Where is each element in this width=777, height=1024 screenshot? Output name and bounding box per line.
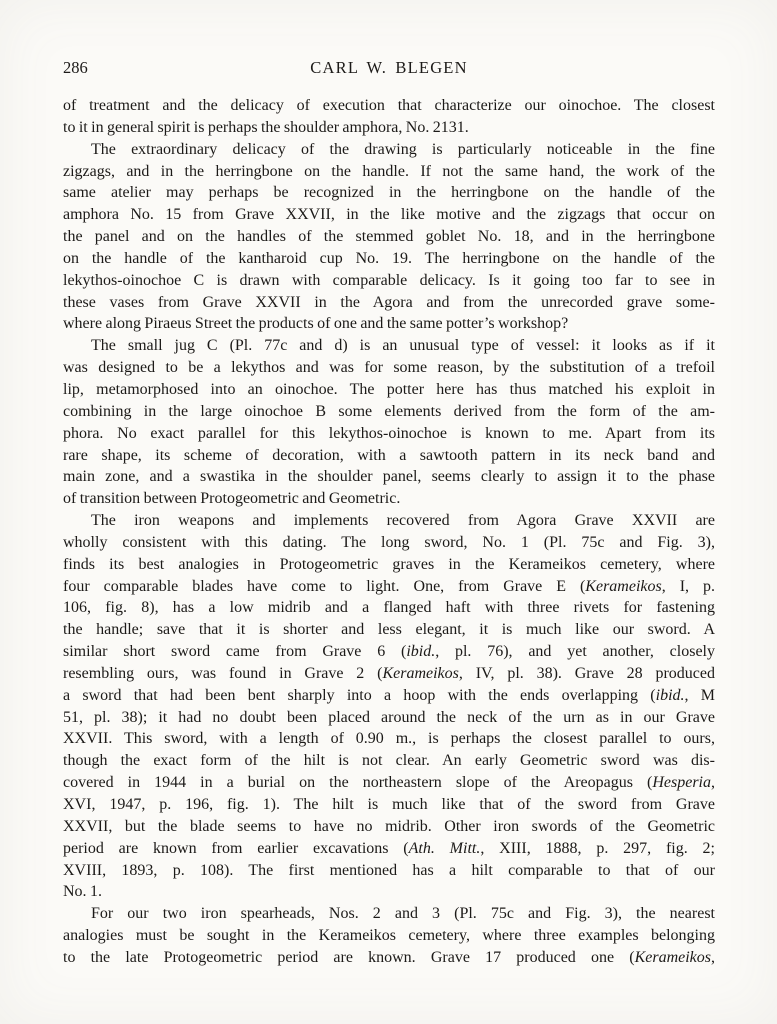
text-block bbox=[63, 95, 715, 969]
text-line: The extraordinary delicacy of the drawing is particularly noticeable in the fine bbox=[91, 140, 715, 158]
text-line: For our two iron spearheads, Nos. 2 and 3 (Pl. 75c and Fig. 3), the nearest bbox=[91, 905, 715, 923]
paragraph bbox=[63, 335, 715, 510]
text-line: a sword that had been bent sharply into a hoop with the ends overlapping (ibid., M bbox=[63, 686, 715, 704]
text-line: combining in the large oinochoe B some elements derived from the form of the am- bbox=[63, 402, 715, 420]
paragraph bbox=[63, 95, 715, 139]
text-line: to it in general spirit is perhaps the shoulder amphora, No. 2131. bbox=[63, 118, 469, 136]
text-line: of transition between Protogeometric and Geometric. bbox=[63, 490, 401, 508]
text-line: same atelier may perhaps be recognized in the herringbone on the handle of the bbox=[63, 184, 715, 202]
page-number: 286 bbox=[63, 58, 88, 77]
text-line: XVIII, 1893, p. 108). The first mentioned has a hilt comparable to that of our bbox=[63, 861, 715, 879]
text-line: resembling ours, was found in Grave 2 (Kerameikos, IV, pl. 38). Grave 28 produced bbox=[63, 664, 715, 682]
text-line: the panel and on the handles of the stemmed goblet No. 18, and in the herringbone bbox=[63, 228, 715, 246]
running-head: CARL W. BLEGEN bbox=[310, 58, 468, 77]
text-line: XVI, 1947, p. 196, fig. 1). The hilt is much like that of the sword from Grave bbox=[63, 796, 715, 813]
text-line: covered in 1944 in a burial on the northeastern slope of the Areopagus (Hesperia, bbox=[63, 774, 715, 792]
text-line: wholly consistent with this dating. The long sword, No. 1 (Pl. 75c and Fig. 3), bbox=[63, 533, 715, 551]
text-line: main zone, and a swastika in the shoulder panel, seems clearly to assign it to the phase bbox=[63, 468, 715, 486]
text-line: 51, pl. 38); it had no doubt been placed around the neck of the urn as in our Grave bbox=[63, 708, 715, 726]
text-line: was designed to be a lekythos and was for some reason, by the substitution of a trefoil bbox=[63, 359, 715, 377]
text-line: zigzags, and in the herringbone on the handle. If not the same hand, the work of the bbox=[63, 162, 715, 180]
text-line: though the exact form of the hilt is not clear. An early Geometric sword was dis- bbox=[63, 752, 715, 770]
text-line: The iron weapons and implements recovered from Agora Grave XXVII are bbox=[91, 512, 715, 530]
text-line: 106, fig. 8), has a low midrib and a flanged haft with three rivets for fastening bbox=[63, 599, 715, 617]
text-line: of treatment and the delicacy of execution that characterize our oinochoe. The closest bbox=[63, 97, 715, 114]
text-line: these vases from Grave XXVII in the Agora and from the unrecorded grave some- bbox=[63, 293, 715, 311]
text-line: phora. No exact parallel for this lekythos-oinochoe is known to me. Apart from its bbox=[63, 424, 715, 442]
paragraph bbox=[63, 903, 715, 969]
text-line: The small jug C (Pl. 77c and d) is an unusual type of vessel: it looks as if it bbox=[91, 337, 715, 355]
text-line: lip, metamorphosed into an oinochoe. The potter here has thus matched his exploit in bbox=[63, 380, 715, 398]
text-line: on the handle of the kantharoid cup No. 19. The herringbone on the handle of the bbox=[63, 249, 715, 267]
text-line: period are known from earlier excavations (Ath. Mitt., XIII, 1888, p. 297, fig. 2; bbox=[63, 839, 715, 857]
paragraph bbox=[63, 139, 715, 336]
text-line: to the late Protogeometric period are known. Grave 17 produced one (Kerameikos, bbox=[63, 948, 715, 966]
text-line: analogies must be sought in the Kerameikos cemetery, where three examples belonging bbox=[63, 927, 715, 945]
paragraph bbox=[63, 510, 715, 903]
text-line: rare shape, its scheme of decoration, with a sawtooth pattern in its neck band and bbox=[63, 446, 715, 464]
text-line: XXVII, but the blade seems to have no midrib. Other iron swords of the Geometric bbox=[63, 817, 715, 835]
text-line: similar short sword came from Grave 6 (ibid., pl. 76), and yet another, closely bbox=[63, 643, 715, 661]
page-header bbox=[63, 58, 715, 78]
text-line: the handle; save that it is shorter and less elegant, it is much like our sword. A bbox=[63, 621, 715, 639]
text-line: lekythos-oinochoe C is drawn with comparable delicacy. Is it going too far to see in bbox=[63, 271, 715, 289]
text-line: four comparable blades have come to light. One, from Grave E (Kerameikos, I, p. bbox=[63, 577, 715, 595]
text-line: No. 1. bbox=[63, 883, 102, 901]
text-line: XXVII. This sword, with a length of 0.90 m., is perhaps the closest parallel to ours, bbox=[63, 730, 715, 748]
text-line: finds its best analogies in Protogeometric graves in the Kerameikos cemetery, where bbox=[63, 555, 715, 573]
text-line: where along Piraeus Street the products of one and the same potter’s workshop? bbox=[63, 315, 569, 333]
text-line: amphora No. 15 from Grave XXVII, in the like motive and the zigzags that occur on bbox=[63, 206, 715, 224]
